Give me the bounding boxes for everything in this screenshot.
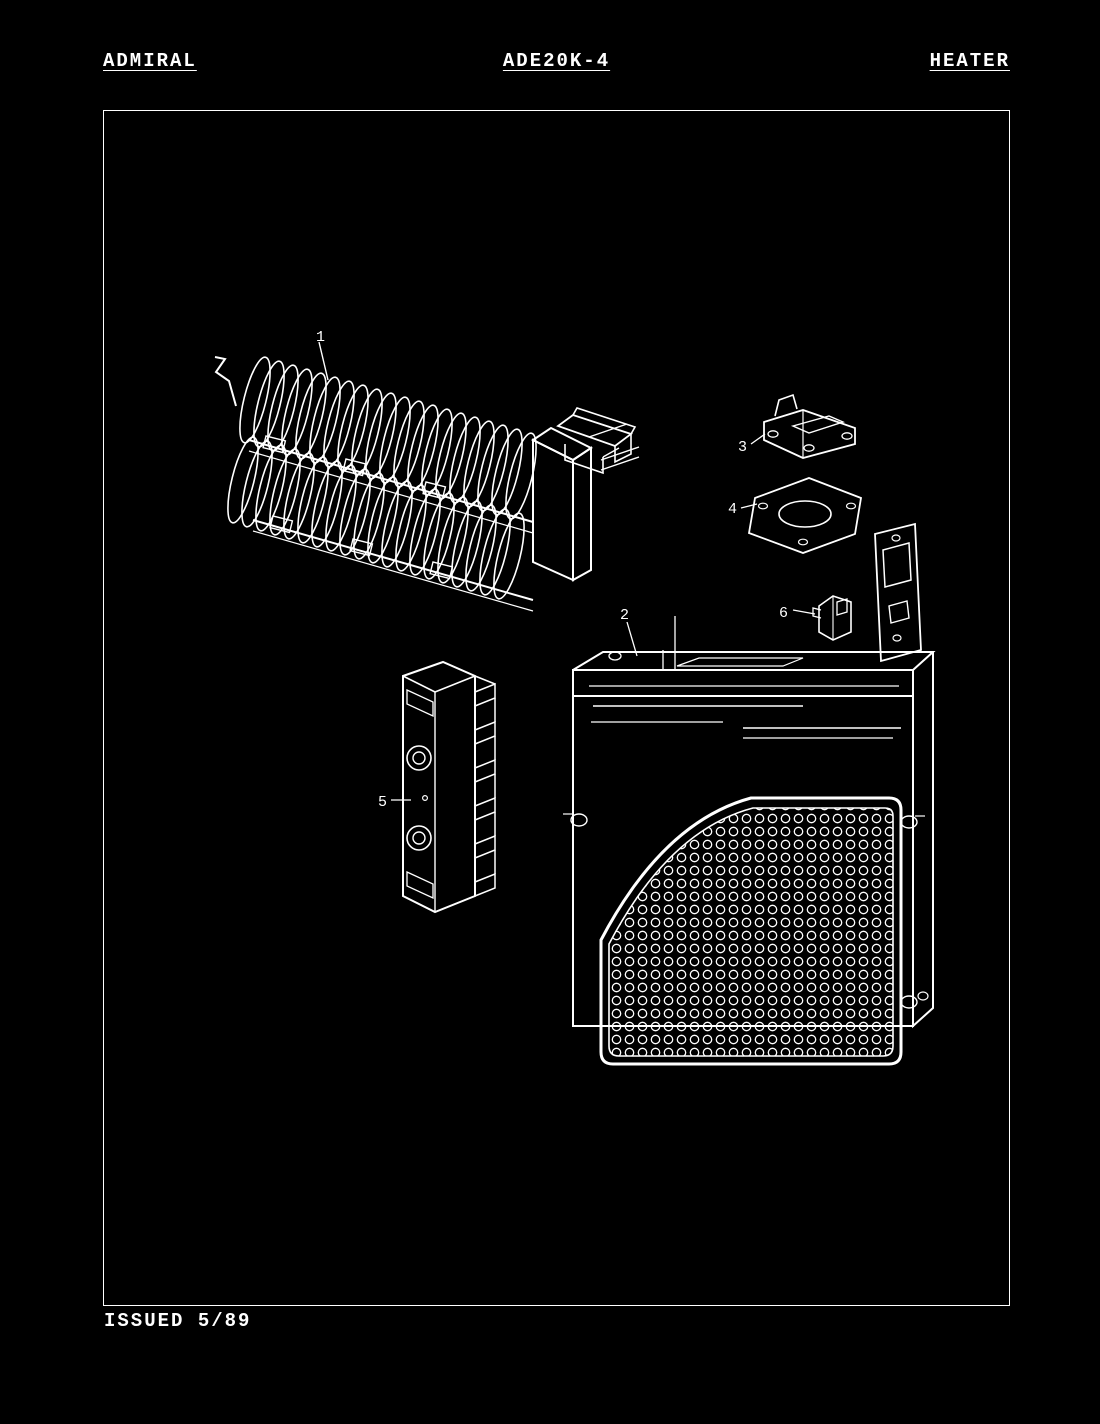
part-thermostat xyxy=(813,596,851,640)
callout-6: 6 xyxy=(779,605,789,622)
leader-6 xyxy=(793,610,815,614)
callout-4: 4 xyxy=(728,501,738,518)
leader-4 xyxy=(741,504,757,508)
callout-5: 5 xyxy=(378,794,388,811)
callout-3: 3 xyxy=(738,439,748,456)
part-gasket-plate xyxy=(749,478,861,553)
part-terminal-block xyxy=(403,662,495,912)
part-bracket xyxy=(764,395,855,458)
callout-1: 1 xyxy=(316,329,326,346)
header-brand: ADMIRAL xyxy=(103,50,197,72)
part-heater-coil xyxy=(215,355,639,611)
callout-2: 2 xyxy=(620,607,630,624)
leader-3 xyxy=(751,434,765,444)
part-side-plate xyxy=(875,524,921,661)
header-section: HEATER xyxy=(929,50,1010,72)
page-header xyxy=(103,50,1010,76)
diagram-svg xyxy=(103,110,1010,1306)
exploded-parts-diagram xyxy=(103,110,1010,1306)
issued-date: ISSUED 5/89 xyxy=(104,1310,252,1332)
part-heater-housing xyxy=(563,616,933,1064)
leader-2 xyxy=(627,622,637,656)
header-model: ADE20K-4 xyxy=(502,50,611,72)
